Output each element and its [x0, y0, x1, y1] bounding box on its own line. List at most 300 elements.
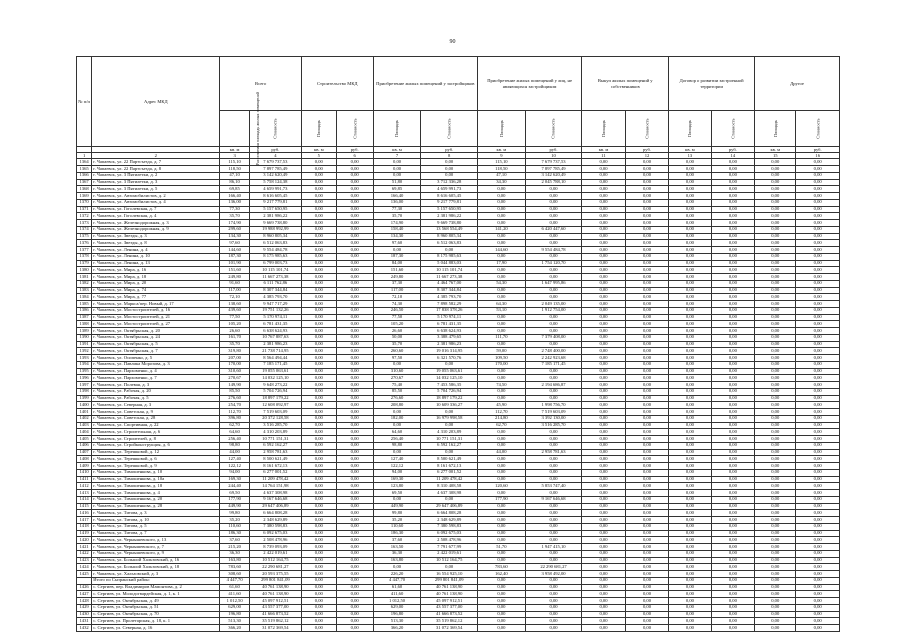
value-cell: 0,00: [625, 550, 668, 557]
value-cell: 0,00: [669, 199, 711, 206]
value-cell: 122,12: [373, 463, 421, 470]
value-cell: 3 516 285,70: [525, 422, 582, 429]
value-cell: 10 771 151,31: [421, 436, 478, 443]
value-cell: 19 016 314,95: [421, 348, 478, 355]
address-cell: г. Чапаевск, ул. Октябрьская, д. 7: [92, 348, 220, 355]
row-number-cell: 1370: [77, 199, 92, 206]
value-cell: 0,00: [477, 530, 525, 537]
value-cell: 0,00: [796, 483, 840, 490]
address-cell: г. Чапаевск, ул. Чернышевского, д. 7: [92, 544, 220, 551]
value-cell: 513,30: [373, 618, 421, 625]
row-number-cell: 1367: [77, 179, 92, 186]
value-cell: 101,90: [220, 260, 249, 267]
value-cell: 51,80: [373, 179, 421, 186]
row-number-cell: 1425: [77, 571, 92, 578]
value-cell: 0,00: [301, 395, 336, 402]
value-cell: 0,00: [796, 179, 840, 186]
value-cell: 35,70: [373, 341, 421, 348]
value-cell: 0,00: [669, 179, 711, 186]
value-cell: 0,00: [301, 321, 336, 328]
value-cell: 0,00: [336, 328, 373, 335]
value-cell: 0,00: [582, 260, 625, 267]
value-cell: 0,00: [755, 598, 796, 605]
value-cell: 0,00: [525, 442, 582, 449]
value-cell: 0,00: [796, 584, 840, 591]
address-cell: г. Чапаевск, ул. Мира, д. 77: [92, 294, 220, 301]
value-cell: 0,00: [301, 206, 336, 213]
value-cell: 0,00: [582, 584, 625, 591]
value-cell: 0,00: [669, 375, 711, 382]
value-cell: 19 751 132,26: [249, 307, 301, 314]
value-cell: 196,80: [220, 611, 249, 618]
col-number: 10: [525, 153, 582, 159]
value-cell: 215,20: [220, 544, 249, 551]
value-cell: 0,00: [477, 368, 525, 375]
value-cell: 0,00: [669, 301, 711, 308]
value-cell: 12 608 092,97: [249, 402, 301, 409]
value-cell: 0,00: [669, 456, 711, 463]
value-cell: 0,00: [711, 186, 754, 193]
value-cell: 174,90: [220, 220, 249, 227]
value-cell: 84,00: [373, 260, 421, 267]
value-cell: 0,00: [301, 307, 336, 314]
value-cell: 94,00: [220, 469, 249, 476]
col-number: 16: [796, 153, 840, 159]
value-cell: 2 242 923,68: [525, 355, 582, 362]
value-cell: 0,00: [477, 476, 525, 483]
table-row: [77, 166, 840, 173]
row-number-cell: 1378: [77, 253, 92, 260]
value-cell: 0,00: [582, 355, 625, 362]
value-cell: 7 380 598,83: [249, 523, 301, 530]
value-cell: 14 764 151,98: [249, 483, 301, 490]
table-row: [77, 557, 840, 564]
value-cell: 0,00: [477, 314, 525, 321]
value-cell: 0,00: [582, 415, 625, 422]
value-cell: 0,00: [755, 213, 796, 220]
value-cell: 8 960 805,34: [249, 233, 301, 240]
value-cell: 0,00: [477, 375, 525, 382]
address-cell: г. Чапаевск, ул. Титова, д. 7: [92, 530, 220, 537]
value-cell: 226,20: [373, 571, 421, 578]
value-cell: 7 380 598,83: [421, 523, 478, 530]
value-cell: 0,00: [755, 287, 796, 294]
value-cell: 69,85: [373, 186, 421, 193]
value-cell: 0,00: [711, 564, 754, 571]
value-cell: 5 170 974,11: [249, 314, 301, 321]
value-cell: 0,00: [755, 449, 796, 456]
value-cell: 0,00: [625, 422, 668, 429]
value-cell: 0,00: [301, 490, 336, 497]
value-cell: 0,00: [336, 402, 373, 409]
value-cell: 0,00: [582, 328, 625, 335]
value-cell: 0,00: [625, 510, 668, 517]
value-cell: 0,00: [669, 193, 711, 200]
value-cell: 45,90: [477, 402, 525, 409]
value-cell: 1 012,50: [220, 598, 249, 605]
value-cell: 5 853 747,40: [525, 483, 582, 490]
value-cell: 161,70: [220, 334, 249, 341]
value-cell: 77,50: [220, 314, 249, 321]
value-cell: 8 500 621,49: [249, 456, 301, 463]
value-cell: 0,00: [669, 233, 711, 240]
value-cell: 0,00: [582, 199, 625, 206]
value-cell: 0,00: [669, 321, 711, 328]
value-cell: 0,00: [796, 166, 840, 173]
value-cell: 0,00: [582, 240, 625, 247]
value-cell: 3 392 130,00: [525, 415, 582, 422]
value-cell: 0,00: [477, 584, 525, 591]
value-cell: 0,00: [755, 274, 796, 281]
value-cell: 0,00: [301, 449, 336, 456]
value-cell: 1 647 995,86: [525, 280, 582, 287]
value-cell: 0,00: [582, 456, 625, 463]
value-cell: 0,00: [796, 280, 840, 287]
table-row: [77, 611, 840, 618]
value-cell: 0,00: [711, 307, 754, 314]
value-cell: 0,00: [336, 523, 373, 530]
value-cell: 0,00: [711, 395, 754, 402]
value-cell: 0,00: [669, 571, 711, 578]
value-cell: 0,00: [301, 483, 336, 490]
value-cell: 47,10: [477, 172, 525, 179]
value-cell: 0,00: [669, 523, 711, 530]
value-cell: 0,00: [669, 598, 711, 605]
address-cell: с. Сергиев, ул. Октябрьская, д. 51: [92, 604, 220, 611]
value-cell: 0,00: [582, 564, 625, 571]
value-cell: 0,00: [301, 388, 336, 395]
value-cell: 0,00: [711, 334, 754, 341]
value-cell: 35,70: [220, 213, 249, 220]
value-cell: 0,00: [525, 186, 582, 193]
value-cell: 8 307 344,84: [249, 287, 301, 294]
value-cell: 0,00: [711, 523, 754, 530]
value-cell: 0,00: [477, 469, 525, 476]
table-row: [77, 503, 840, 510]
value-cell: 0,00: [669, 415, 711, 422]
value-cell: 0,00: [796, 301, 840, 308]
address-cell: г. Чапаевск, ул. Мира, д. 18: [92, 274, 220, 281]
value-cell: 310,60: [373, 368, 421, 375]
value-cell: 13 568 554,49: [421, 226, 478, 233]
value-cell: 0,00: [755, 206, 796, 213]
value-cell: 0,00: [582, 280, 625, 287]
value-cell: 54,30: [477, 280, 525, 287]
value-cell: 0,00: [669, 611, 711, 618]
value-cell: 31 072 369,54: [421, 625, 478, 632]
row-number-cell: 1384: [77, 294, 92, 301]
value-cell: 9 669 738,80: [421, 220, 478, 227]
value-cell: 0,00: [336, 618, 373, 625]
table-row: [77, 422, 840, 429]
value-cell: 17 838 378,26: [421, 307, 478, 314]
value-cell: 0,00: [336, 503, 373, 510]
subheader-resettled-area: Расселяемая площадь жилых помещений: [220, 111, 249, 147]
value-cell: 411,60: [220, 591, 249, 598]
value-cell: 62,70: [477, 422, 525, 429]
value-cell: 0,00: [421, 496, 478, 503]
value-cell: 0,00: [582, 463, 625, 470]
value-cell: 0,00: [525, 598, 582, 605]
value-cell: 0,00: [711, 206, 754, 213]
value-cell: 299 801 841,09: [421, 577, 478, 584]
value-cell: 0,00: [711, 287, 754, 294]
address-cell: г. Чапаевск, ул. Звезды, д. 8: [92, 240, 220, 247]
value-cell: 4 447,70: [220, 577, 249, 584]
value-cell: 9 669 738,80: [249, 220, 301, 227]
value-cell: 0,00: [711, 530, 754, 537]
value-cell: 0,00: [711, 220, 754, 227]
value-cell: 308,60: [220, 571, 249, 578]
value-cell: 0,00: [525, 618, 582, 625]
value-cell: 105,20: [220, 321, 249, 328]
value-cell: 0,00: [625, 598, 668, 605]
value-cell: 0,00: [625, 328, 668, 335]
value-cell: 0,00: [625, 166, 668, 173]
value-cell: 7 897 785,49: [249, 166, 301, 173]
table-row: [77, 321, 840, 328]
value-cell: 0,00: [625, 537, 668, 544]
value-cell: 4 385 793,70: [249, 294, 301, 301]
address-cell: г. Чапаевск, ул. Тимошенкова, д. 28: [92, 503, 220, 510]
value-cell: 10 512 164,75: [249, 557, 301, 564]
row-number-cell: 1414: [77, 496, 92, 503]
value-cell: 449,90: [220, 503, 249, 510]
row-number-cell: 1396: [77, 375, 92, 382]
value-cell: 0,00: [669, 388, 711, 395]
address-cell: с. Сергиев, ул. Северная, д. 16: [92, 625, 220, 632]
value-cell: 8 564 494,44: [249, 355, 301, 362]
value-cell: 0,00: [625, 604, 668, 611]
row-number-cell: 1404: [77, 429, 92, 436]
value-cell: 7 453 586,35: [421, 382, 478, 389]
value-cell: 0,00: [625, 280, 668, 287]
row-number-cell: 1413: [77, 490, 92, 497]
row-number-cell: 1368: [77, 186, 92, 193]
value-cell: 319,80: [220, 348, 249, 355]
address-cell: г. Чапаевск, ул. Ленина, д. 10: [92, 253, 220, 260]
value-cell: 0,00: [477, 274, 525, 281]
row-number-cell: 1386: [77, 307, 92, 314]
value-cell: 0,00: [525, 604, 582, 611]
value-cell: 0,00: [669, 577, 711, 584]
value-cell: 18 897 179,22: [421, 395, 478, 402]
value-cell: 72,10: [373, 294, 421, 301]
value-cell: 0,00: [755, 341, 796, 348]
address-cell: с. Сергиев, ул. Пролетарская, д. 18, к. 1: [92, 618, 220, 625]
value-cell: 0,00: [711, 226, 754, 233]
value-cell: 0,00: [477, 213, 525, 220]
value-cell: 0,00: [582, 213, 625, 220]
value-cell: 310,60: [220, 368, 249, 375]
value-cell: 0,00: [625, 456, 668, 463]
value-cell: 0,00: [301, 375, 336, 382]
value-cell: 0,00: [477, 287, 525, 294]
value-cell: 0,00: [336, 348, 373, 355]
row-number-cell: 1428: [77, 598, 92, 605]
value-cell: 0,00: [525, 436, 582, 443]
value-cell: 5 157 650,95: [249, 206, 301, 213]
value-cell: 0,00: [336, 436, 373, 443]
value-cell: 0,00: [796, 476, 840, 483]
address-cell: г. Чапаевск, ул. Гоголевская, д. 4: [92, 213, 220, 220]
value-cell: 0,00: [336, 294, 373, 301]
value-cell: 0,00: [373, 496, 421, 503]
value-cell: 0,00: [477, 523, 525, 530]
value-cell: 0,00: [421, 409, 478, 416]
value-cell: 0,00: [477, 186, 525, 193]
value-cell: 0,00: [582, 193, 625, 200]
value-cell: 4 464 767,00: [421, 280, 478, 287]
value-cell: 11 667 273,38: [421, 274, 478, 281]
value-cell: 0,00: [373, 449, 421, 456]
value-cell: 0,00: [669, 334, 711, 341]
value-cell: 0,00: [625, 233, 668, 240]
table-row: [77, 564, 840, 571]
value-cell: 0,00: [796, 253, 840, 260]
address-cell: г. Чапаевск, ул. Северная, д. 3: [92, 402, 220, 409]
value-cell: 0,00: [582, 544, 625, 551]
value-cell: 0,00: [625, 429, 668, 436]
value-cell: 0,00: [301, 463, 336, 470]
value-cell: 0,00: [336, 557, 373, 564]
value-cell: 0,00: [669, 402, 711, 409]
value-cell: 0,00: [796, 463, 840, 470]
value-cell: 0,00: [477, 206, 525, 213]
row-number-cell: 1385: [77, 301, 92, 308]
value-cell: 0,00: [525, 287, 582, 294]
value-cell: 0,00: [336, 456, 373, 463]
value-cell: 0,00: [669, 348, 711, 355]
value-cell: 8 960 805,34: [421, 233, 478, 240]
value-cell: 0,00: [582, 496, 625, 503]
address-cell: г. Чапаевск, ул. Титова, д. 3: [92, 510, 220, 517]
value-cell: 0,00: [711, 429, 754, 436]
table-row: [77, 584, 840, 591]
row-number-cell: 1377: [77, 247, 92, 254]
value-cell: 35,70: [220, 341, 249, 348]
address-cell: г. Чапаевск, ул. Автомобилистов, д. 2: [92, 193, 220, 200]
value-cell: 8 175 985,63: [421, 253, 478, 260]
value-cell: 0,00: [669, 274, 711, 281]
value-cell: 0,00: [755, 193, 796, 200]
value-cell: 0,00: [796, 604, 840, 611]
value-cell: 0,00: [582, 429, 625, 436]
value-cell: 449,90: [373, 503, 421, 510]
value-cell: 276,60: [220, 395, 249, 402]
value-cell: 0,00: [796, 490, 840, 497]
value-cell: 8 310 408,58: [421, 483, 478, 490]
value-cell: 149,90: [220, 382, 249, 389]
value-cell: 0,00: [711, 409, 754, 416]
value-cell: 10 115 101,74: [421, 267, 478, 274]
value-cell: 0,00: [796, 388, 840, 395]
value-cell: 0,00: [796, 307, 840, 314]
value-cell: 0,00: [582, 510, 625, 517]
value-cell: 0,00: [625, 382, 668, 389]
value-cell: 0,00: [336, 463, 373, 470]
value-cell: 0,00: [755, 307, 796, 314]
value-cell: 0,00: [796, 172, 840, 179]
value-cell: 163,80: [220, 557, 249, 564]
value-cell: 44,00: [477, 449, 525, 456]
value-cell: 0,00: [582, 253, 625, 260]
value-cell: 0,00: [755, 517, 796, 524]
value-cell: 0,00: [582, 382, 625, 389]
value-cell: 0,00: [669, 220, 711, 227]
table-row: [77, 186, 840, 193]
value-cell: 0,00: [625, 294, 668, 301]
value-cell: 41 666 873,52: [249, 611, 301, 618]
value-cell: 35,20: [220, 517, 249, 524]
value-cell: 0,00: [525, 469, 582, 476]
value-cell: 0,00: [755, 442, 796, 449]
value-cell: 3 142 620,49: [249, 172, 301, 179]
value-cell: 0,00: [625, 368, 668, 375]
value-cell: 0,00: [477, 267, 525, 274]
value-cell: 0,00: [711, 166, 754, 173]
value-cell: 0,00: [755, 334, 796, 341]
value-cell: 0,00: [711, 253, 754, 260]
value-cell: 10 767 887,63: [249, 334, 301, 341]
value-cell: 0,00: [301, 577, 336, 584]
subheader-area: Площадь: [669, 111, 711, 147]
value-cell: 0,00: [582, 321, 625, 328]
value-cell: 0,00: [625, 415, 668, 422]
value-cell: 69,50: [373, 490, 421, 497]
value-cell: 0,00: [582, 375, 625, 382]
value-cell: 3 516 285,70: [249, 422, 301, 429]
value-cell: 6 799 003,73: [249, 260, 301, 267]
value-cell: 0,00: [525, 274, 582, 281]
value-cell: 0,00: [582, 179, 625, 186]
table-row: [77, 456, 840, 463]
address-cell: г. Чапаевск, ул. Титова, д. 10: [92, 517, 220, 524]
address-cell: г. Чапаевск, ул. Октябрьская, д. 5: [92, 341, 220, 348]
value-cell: 256,40: [220, 436, 249, 443]
value-cell: 0,00: [582, 368, 625, 375]
col-number: 6: [336, 153, 373, 159]
value-cell: 0,00: [711, 193, 754, 200]
value-cell: 0,00: [525, 395, 582, 402]
value-cell: 6 781 431,35: [249, 321, 301, 328]
value-cell: 0,00: [301, 537, 336, 544]
value-cell: 22 290 681,27: [249, 564, 301, 571]
value-cell: 16 979 998,58: [421, 415, 478, 422]
value-cell: 0,00: [336, 341, 373, 348]
value-cell: 69,85: [220, 186, 249, 193]
value-cell: 53,10: [477, 307, 525, 314]
value-cell: 0,00: [796, 442, 840, 449]
row-number-cell: 1364: [77, 159, 92, 166]
value-cell: 0,00: [336, 206, 373, 213]
value-cell: 0,00: [525, 328, 582, 335]
value-cell: 0,00: [301, 564, 336, 571]
value-cell: 0,00: [755, 388, 796, 395]
value-cell: 0,00: [336, 193, 373, 200]
value-cell: 0,00: [796, 429, 840, 436]
value-cell: 5 170 974,11: [421, 314, 478, 321]
value-cell: 0,00: [755, 375, 796, 382]
col-number: 7: [373, 153, 421, 159]
row-number-cell: 1420: [77, 537, 92, 544]
row-number-cell: 1389: [77, 328, 92, 335]
value-cell: 246,50: [373, 307, 421, 314]
value-cell: 0,00: [796, 193, 840, 200]
value-cell: 0,00: [755, 301, 796, 308]
value-cell: 0,00: [711, 314, 754, 321]
value-cell: 0,00: [669, 618, 711, 625]
